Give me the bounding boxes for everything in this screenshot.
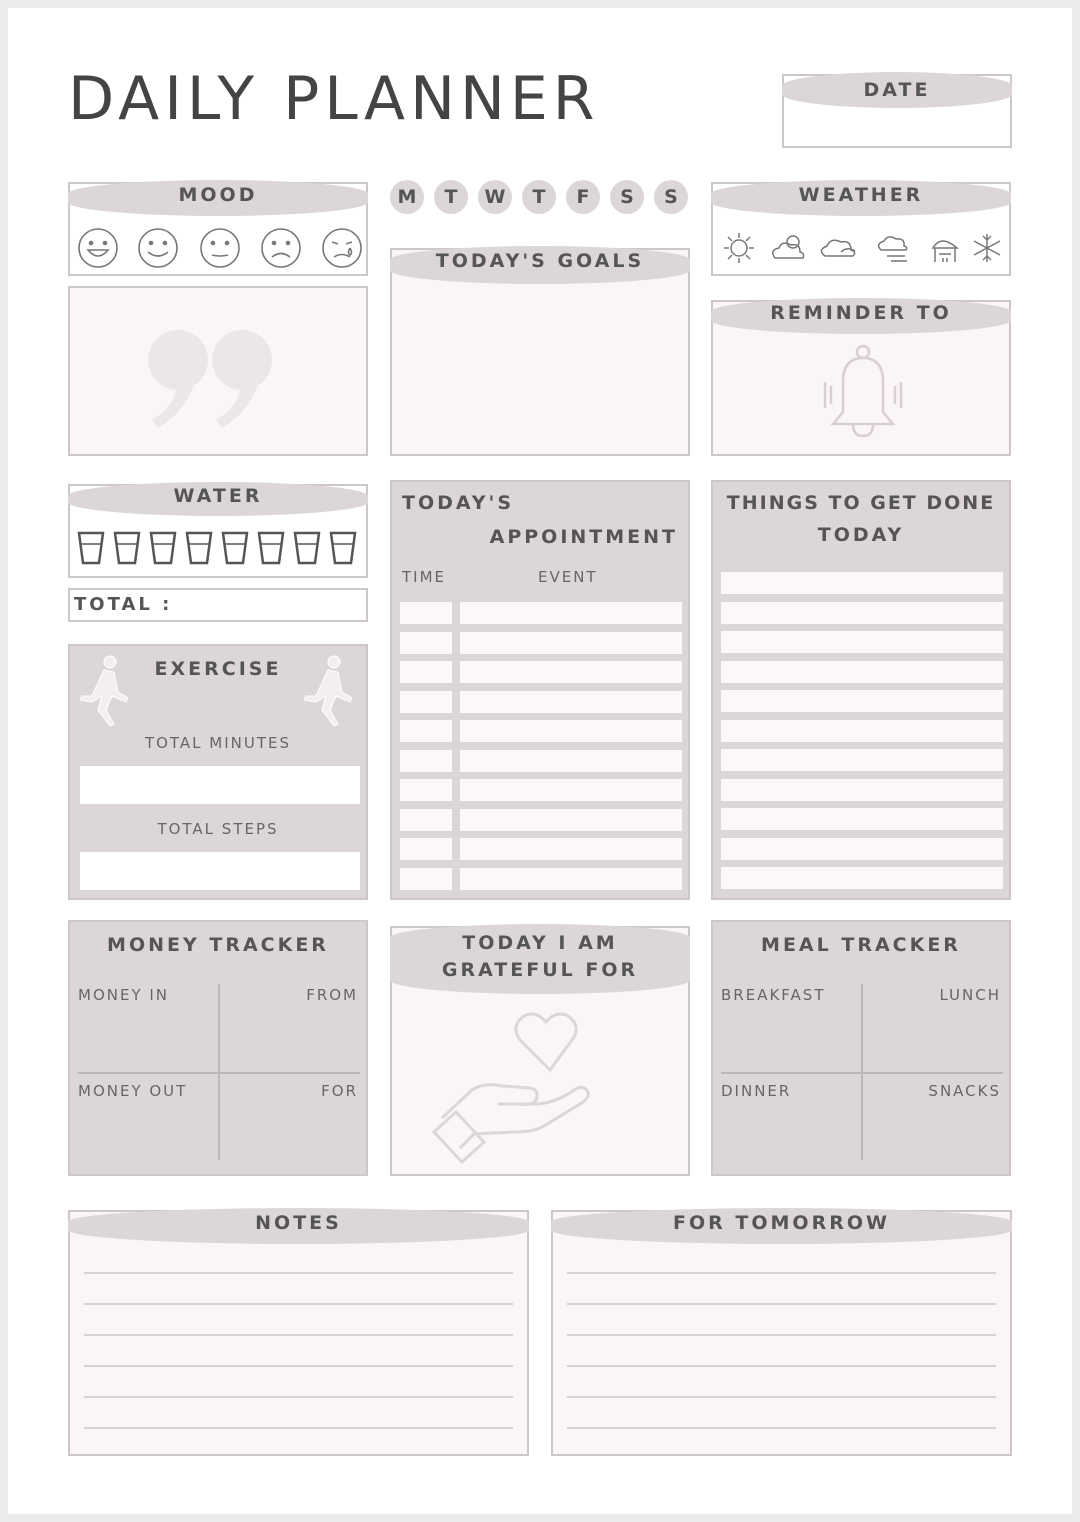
appointment-event-field[interactable] [460,661,682,683]
goals-box[interactable] [390,248,690,456]
todo-item-field[interactable] [721,661,1003,683]
appointment-time-field[interactable] [400,720,452,742]
appointment-time-field[interactable] [400,691,452,713]
heart-hand-icon [432,1008,602,1168]
note-line [84,1303,513,1305]
appointment-event-field[interactable] [460,750,682,772]
money-tracker-box [68,920,368,1176]
appointment-label-line2: APPOINTMENT [489,526,678,548]
reminder-label: REMINDER TO [711,298,1011,334]
total-steps-label: TOTAL STEPS [157,820,279,838]
grateful-header [390,924,690,994]
money-for-label: FOR [321,1082,358,1100]
appointment-event-field[interactable] [460,838,682,860]
tomorrow-box[interactable] [551,1210,1012,1456]
snacks-label: SNACKS [928,1082,1001,1100]
event-column-label: EVENT [538,568,598,586]
todo-label-line2: TODAY [817,524,905,546]
grateful-label-line1: TODAY I AM [462,932,618,954]
weekday-2[interactable]: W [478,180,512,214]
date-label: DATE [782,72,1012,108]
appointment-time-field[interactable] [400,602,452,624]
note-line [84,1334,513,1336]
todo-item-field[interactable] [721,838,1003,860]
total-minutes-field[interactable] [80,766,360,804]
meal-tracker-box [711,920,1011,1176]
lunch-label: LUNCH [939,986,1001,1004]
mood-box [68,182,368,276]
note-line [84,1396,513,1398]
note-line [567,1365,996,1367]
weekday-4[interactable]: F [566,180,600,214]
note-line [567,1272,996,1274]
breakfast-label: BREAKFAST [721,986,826,1004]
todo-item-field[interactable] [721,602,1003,624]
partly-cloudy-icon[interactable] [773,236,804,258]
tomorrow-label: FOR TOMORROW [551,1208,1012,1244]
grateful-label-line2: GRATEFUL FOR [441,959,639,981]
note-line [567,1427,996,1429]
appointment-time-field[interactable] [400,838,452,860]
money-in-label: MONEY IN [78,986,170,1004]
water-cup-icon[interactable] [328,530,358,570]
mood-label: MOOD [68,180,368,216]
notes-box[interactable] [68,1210,529,1456]
total-steps-field[interactable] [80,852,360,890]
water-label: WATER [68,482,368,516]
exercise-box [68,644,368,900]
water-cup-icon[interactable] [256,530,286,570]
weather-icons [719,230,1007,266]
water-total-label: TOTAL : [74,594,173,615]
note-line [567,1303,996,1305]
weather-box [711,182,1011,276]
neutral-face-icon[interactable] [201,229,239,267]
todo-item-field[interactable] [721,867,1003,889]
appointment-time-field[interactable] [400,779,452,801]
dinner-label: DINNER [721,1082,792,1100]
weekday-3[interactable]: T [522,180,556,214]
todo-item-field[interactable] [721,808,1003,830]
appointment-time-field[interactable] [400,809,452,831]
crying-face-icon[interactable] [323,229,361,267]
todo-label-line1: THINGS TO GET DONE [726,492,996,514]
laughing-face-icon[interactable] [79,229,117,267]
weekday-0[interactable]: M [390,180,424,214]
bell-icon [817,342,909,452]
money-from-label: FROM [306,986,358,1004]
todo-item-field[interactable] [721,749,1003,771]
appointment-event-field[interactable] [460,720,682,742]
todo-item-field[interactable] [721,720,1003,742]
goals-label: TODAY'S GOALS [390,246,690,284]
time-column-label: TIME [402,568,447,586]
appointment-time-field[interactable] [400,632,452,654]
quote-marks-icon [140,324,280,434]
todo-item-field[interactable] [721,631,1003,653]
snow-icon[interactable] [974,234,1000,262]
page-title: DAILY PLANNER [68,64,600,134]
grateful-box[interactable] [390,926,690,1176]
todo-item-field[interactable] [721,572,1003,594]
note-line [567,1396,996,1398]
water-cup-icon[interactable] [220,530,250,570]
water-total-field[interactable] [68,588,368,622]
appointment-event-field[interactable] [460,602,682,624]
water-cup-icon[interactable] [76,530,106,570]
exercise-label: EXERCISE [154,658,282,680]
money-divider-h [78,1072,360,1074]
water-cups [76,530,366,570]
money-out-label: MONEY OUT [78,1082,188,1100]
appointment-label-line1: TODAY'S [402,492,515,514]
todo-box [711,480,1011,900]
cloudy-icon[interactable] [821,240,855,256]
reminder-box[interactable] [711,300,1011,456]
note-line [84,1365,513,1367]
appointment-time-field[interactable] [400,868,452,890]
weekday-1[interactable]: T [434,180,468,214]
windy-icon[interactable] [879,237,907,261]
water-box [68,484,368,578]
appointment-event-field[interactable] [460,868,682,890]
date-box[interactable] [782,74,1012,148]
sad-face-icon[interactable] [262,229,300,267]
quote-box[interactable] [68,286,368,456]
water-cup-icon[interactable] [184,530,214,570]
smiling-face-icon[interactable] [139,229,177,267]
mood-icons [76,226,364,270]
weather-label: WEATHER [711,180,1011,216]
rain-icon[interactable] [933,241,957,262]
weekday-5[interactable]: S [610,180,644,214]
notes-label: NOTES [68,1208,529,1244]
note-line [84,1427,513,1429]
todo-item-field[interactable] [721,779,1003,801]
water-cup-icon[interactable] [148,530,178,570]
water-cup-icon[interactable] [112,530,142,570]
note-line [84,1272,513,1274]
note-line [567,1334,996,1336]
appointment-event-field[interactable] [460,632,682,654]
appointment-event-field[interactable] [460,779,682,801]
money-tracker-label: MONEY TRACKER [107,934,329,956]
weekday-6[interactable]: S [654,180,688,214]
sun-icon[interactable] [724,233,754,263]
appointment-box [390,480,690,900]
total-minutes-label: TOTAL MINUTES [144,734,292,752]
meal-divider-h [721,1072,1003,1074]
todo-item-field[interactable] [721,690,1003,712]
appointment-event-field[interactable] [460,809,682,831]
appointment-time-field[interactable] [400,750,452,772]
appointment-event-field[interactable] [460,691,682,713]
meal-tracker-label: MEAL TRACKER [761,934,961,956]
appointment-time-field[interactable] [400,661,452,683]
water-cup-icon[interactable] [292,530,322,570]
